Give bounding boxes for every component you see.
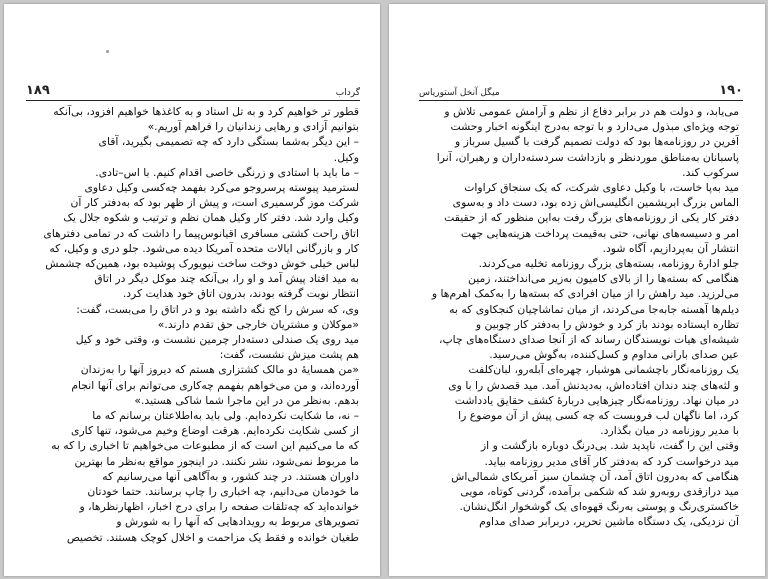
page-number: ۱۸۹: [26, 83, 50, 98]
text-line: مید روی یک صندلی دسته‌دار چرمین نشست و، وقتی خود و کیل: [75, 333, 359, 347]
text-line: آفرین در روزنامه‌ها بود که دولت تصمیم گرفت با گسیل سرباز و: [455, 135, 739, 149]
right-page-body: [424, 104, 739, 530]
text-line: که ما می‌کنیم این است که از مطبوعات می‌خواهیم تا اخباری را که به: [51, 439, 359, 453]
text-line: – این دیگر به‌شما بستگی دارد که چه تصمیمی بگیرید، آقای: [98, 135, 359, 149]
text-line: توجه ویژه‌ای مبذول می‌دارد و با توجه به‌درج اینگونه اخبار وحشت‌: [450, 120, 739, 134]
header-rule: [419, 100, 743, 101]
text-line: هم پشت میزش نشست، گفت:: [219, 348, 359, 362]
text-line: کار و بازرگانی ایالات متحده آمریکا دیده می‌شود. جلو دری و وکیل، که: [49, 241, 359, 255]
text-line: با مدیر روزنامه در میان بگذارد.: [600, 424, 739, 438]
text-line: الماس بزرگ ابریشمین انگلیسی‌اش زده بود، دست داد و به‌سوی: [452, 196, 739, 210]
text-line: وی، که سرش را کج نگه داشته بود و در اتاق را می‌بست، گفت:: [76, 302, 359, 316]
page-number: ۱۹۰: [719, 83, 743, 98]
text-line: از کسی شکایت نکرده‌ایم. هرقت اوضاع وخیم می‌شود، تنها کاری: [71, 424, 359, 438]
text-line: کرد، اما ناگهان لب فروبست که چه کسی پیش از آن موضوع را: [458, 409, 739, 423]
text-line: بتوانیم آزادی و رهایی زندانیان را فراهم آوریم.»: [147, 120, 359, 134]
text-line: بدهم. به‌نظر من در این ماجرا شما شاکی هستید.»: [134, 393, 359, 407]
running-title: گرداب: [335, 88, 360, 98]
text-line: وقتی این را گفت، ناپدید شد. بی‌درنگ دوباره بازگشت و از: [480, 439, 739, 453]
text-line: ما خودمان می‌دانیم، چه اخباری را چاپ برسانند. حتما خودتان: [87, 485, 359, 499]
text-line: قطور تر خواهیم کرد و به تل استاد و به کاغذها خواهیم افزود، بی‌آنکه: [53, 105, 359, 118]
text-line: می‌لرزید. مید راهش را از میان افرادی که بسته‌ها را به‌کمک اهرم‌ها و: [431, 287, 739, 301]
left-book-page: [4, 4, 380, 576]
text-line: ما مربوط نمی‌شود، نشر نکنند. در اینجور مواقع به‌نظر ما بهترین: [74, 454, 359, 468]
running-title: میگل آنخل آستوریاس: [419, 88, 500, 98]
text-line: لباس خیلی خوش دوخت ساخت نیویورک پوشیده بود، همین‌که چشمش: [45, 257, 359, 271]
text-line: «موکلان و مشتریان خارجی حق تقدم دارند.»: [157, 317, 359, 331]
text-line: به مید افتاد پیش آمد و او را، بی‌آنکه چند موکل دیگر در اتاق: [94, 272, 359, 286]
text-line: مید درازقدی رو‌به‌رو شد که شکمی برآمده، گردنی کوتاه، مویی: [460, 485, 739, 499]
text-line: خاکستری‌رنگ و پوستی به‌رنگ قهوه‌ای یک گوشخوار انگل‌نشان.: [459, 500, 739, 514]
text-line: می‌یابد، و دولت هم در برابر دفاع از نظم و آرامش عمومی تلاش و: [444, 105, 739, 118]
text-line: دفتر کار یکی از روزنامه‌های بزرگ رفت به‌این منظور که از حقیقت: [444, 211, 739, 225]
text-line: آورده‌اند، و من می‌خواهم بفهمم چه‌کاری می‌توانم برای آنها انجام: [71, 378, 359, 392]
text-line: – ما باید با استادی و زرنگی خاصی اقدام کنیم. با اس–تادی.: [95, 165, 359, 179]
text-line: تظاره ایستاده بودند باز کرد و خودش را به‌دفتر کار چوبین و: [475, 317, 739, 331]
text-line: سرکوب کند.: [682, 165, 739, 179]
text-line: وکیل.: [333, 150, 359, 164]
text-line: در میان نهاد. روزنامه‌نگار چیزهایی دربارهٔ کشف حقایق یادداشت: [454, 393, 739, 407]
text-line: وکیل وارد شد. دفتر کار وکیل همان نظم و ترتیب و شکوه جلال یک: [63, 211, 359, 225]
text-line: شرکت موز گرسمیری است، و پیش از ظهر بود که به‌دفتر کار آن: [70, 196, 359, 210]
right-book-page: [389, 4, 765, 576]
left-page-header: [26, 78, 360, 98]
text-line: اتاق راحت کشتی مسافری اقیانوس‌پیما را داشت که در تمامی دفترهای: [43, 226, 359, 240]
text-line: لسترمید پیوسته پرسروجو می‌کرد بفهمد چه‌کسی وکیل دعاوی: [84, 181, 359, 195]
text-line: و لثه‌های چند دندان افتاده‌اش، به‌دیدنش آمد. مید قصدش را با وی: [448, 378, 739, 392]
text-line: امر و دسیسه‌های نهانی، حتی به‌قیمت پرداخت هزینه‌هایی جهت: [460, 226, 739, 240]
text-line: خوانده‌اید که چه‌تلقات صفحه را برای درج اخبار، اظهارنظرها، و: [79, 500, 359, 514]
text-line: شیشه‌ای هیات نویسندگان رساند که از آنجا صدای دستگاه‌های چاپ،: [439, 333, 739, 347]
right-page-header: [419, 78, 743, 98]
text-line: هنگامی که به‌درون اتاق آمد، آن چشمان سبز آمریکای شمالی‌اش: [451, 469, 739, 483]
text-line: مید به‌پا خاست، با وکیل دعاوی شرکت، که یک سنجاق کراوات: [464, 181, 739, 195]
text-line: جلو ادارهٔ روزنامه، بسته‌های بزرگ روزنامه تخلیه می‌کردند.: [478, 257, 739, 271]
text-line: انتظار نوبت گرفته بودند، بدرون اتاق خود هدایت کرد.: [122, 287, 359, 301]
text-line: آن نزدیکی، یک دستگاه ماشین تحریر، دربرابر صدای مداوم: [479, 515, 739, 529]
text-line: «من همسایهٔ دو مالک کشتزاری هستم که دیروز آنها را به‌زندان: [80, 363, 359, 377]
left-page-body: [28, 104, 359, 545]
text-line: هنگامی که بسته‌ها را از بالای کامیون به‌زیر می‌انداختند، زمین: [467, 272, 739, 286]
header-rule: [26, 100, 360, 101]
text-line: داوران هستند. در چند کشور، و به‌آگاهی آنها می‌رسانیم که: [102, 469, 359, 483]
text-line: – نه، ما شکایت نکرده‌ایم. ولی باید به‌اطلاعتان برسانم که ما: [92, 409, 359, 423]
text-line: عین صدای بارانی مداوم و کسل‌کننده، به‌گوش می‌رسید.: [489, 348, 739, 362]
text-line: دیلم‌ها آهسته جابه‌جا می‌کردند، از میان تماشاچیان کنجکاوی که به: [449, 302, 739, 316]
scan-speck: [106, 50, 109, 53]
text-line: یک روزنامه‌نگار باچشمانی هوشیار، چهره‌ای آبله‌رو، لبان‌کلفت: [468, 363, 739, 377]
text-line: تصویرهای مربوط به رویدادهایی که آنها را به شورش و: [116, 515, 359, 529]
text-line: پاسبانان به‌مناطق موردنظر و بازداشت سردسته‌داران و رهبران، آنرا: [436, 150, 739, 164]
text-line: طغیان خوانده و فقط یک مزاحمت و اخلال کوچک هستند. تخصیص: [66, 530, 359, 544]
text-line: انتشار آن به‌پردازیم، آگاه شود.: [602, 241, 739, 255]
text-line: مید درخواست کرد که به‌دفتر کار آقای مدیر روزنامه بیاید.: [484, 454, 739, 468]
